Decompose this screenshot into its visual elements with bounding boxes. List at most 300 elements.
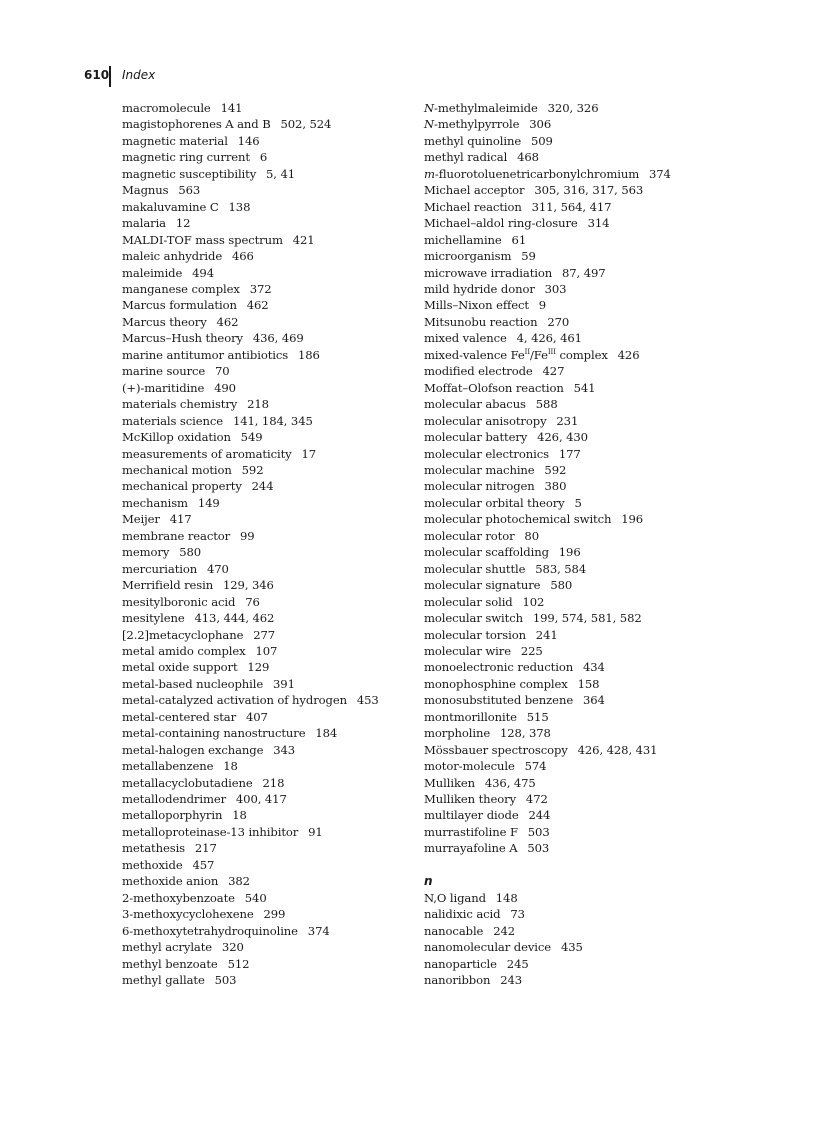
- entry-pages: 5: [574, 495, 582, 510]
- entry-pages: 199, 574, 581, 582: [532, 611, 642, 626]
- entry-term: Moffat–Olofson reaction: [424, 380, 564, 395]
- entry-pages: 102: [522, 594, 545, 609]
- index-entry: [424, 824, 671, 840]
- entry-pages: 436, 475: [484, 775, 536, 790]
- entry-term: -fluorotoluenetricarbonylchromium: [434, 166, 640, 181]
- index-entry: [424, 363, 671, 379]
- index-entry: [424, 232, 671, 248]
- index-entry: [424, 462, 671, 478]
- index-entry: [424, 100, 671, 116]
- entry-pages: 466: [231, 249, 254, 264]
- entry-pages: 453: [356, 693, 379, 708]
- entry-pages: 244: [528, 808, 551, 823]
- entry-pages: 391: [273, 676, 295, 691]
- index-entry: [122, 478, 379, 494]
- index-entry: [424, 939, 671, 955]
- entry-pages: 314: [587, 216, 610, 231]
- entry-pages: 12: [175, 216, 191, 231]
- entry-term: metal-based nucleophile: [122, 676, 264, 691]
- entry-term: 3-methoxycyclohexene: [122, 907, 254, 922]
- entry-term: metal-halogen exchange: [122, 742, 264, 757]
- entry-pages: 426, 430: [537, 430, 588, 445]
- entry-pages: 592: [544, 462, 567, 477]
- index-entry: [424, 528, 671, 544]
- entry-term: 6-methoxytetrahydroquinoline: [122, 923, 298, 938]
- index-entry: [424, 495, 671, 511]
- index-entry: [122, 429, 379, 445]
- entry-pages: 468: [517, 150, 539, 165]
- entry-term: Marcus theory: [122, 314, 207, 329]
- entry-pages: 490: [214, 380, 236, 395]
- index-entry: [122, 199, 379, 215]
- entry-pages: 382: [228, 874, 250, 889]
- entry-pages: 320: [221, 940, 244, 955]
- index-entry: [424, 314, 671, 330]
- index-entry: [122, 182, 379, 198]
- entry-term: nalidixic acid: [424, 907, 501, 922]
- entry-term: Mössbauer spectroscopy: [424, 742, 568, 757]
- entry-term-part: complex: [555, 347, 608, 362]
- index-entry: [424, 956, 671, 972]
- entry-term: Mulliken theory: [424, 792, 517, 807]
- index-entry: [122, 413, 379, 429]
- entry-term: michellamine: [424, 232, 502, 247]
- entry-pages: 149: [197, 495, 220, 510]
- entry-pages: 177: [558, 446, 581, 461]
- entry-pages: 196: [558, 545, 581, 560]
- entry-pages: 217: [194, 841, 217, 856]
- entry-pages: 472: [525, 792, 548, 807]
- entry-term: multilayer diode: [424, 808, 519, 823]
- index-entry: [122, 446, 379, 462]
- index-entry: [122, 610, 379, 626]
- entry-term: molecular nitrogen: [424, 479, 535, 494]
- index-entry: [122, 232, 379, 248]
- index-entry: [424, 890, 671, 906]
- entry-pages: 242: [493, 923, 516, 938]
- index-entry: [122, 363, 379, 379]
- index-entry: [424, 758, 671, 774]
- index-entry: [424, 116, 671, 132]
- entry-term: molecular scaffolding: [424, 545, 549, 560]
- entry-term: mercuriation: [122, 561, 198, 576]
- entry-pages: 427: [542, 364, 565, 379]
- entry-term: methyl gallate: [122, 973, 205, 988]
- entry-term: Mulliken: [424, 775, 476, 790]
- entry-term: molecular signature: [424, 578, 541, 593]
- index-entry: [424, 330, 671, 346]
- index-entry: [424, 807, 671, 823]
- oxidation-state-superscript: II: [524, 347, 530, 356]
- index-entry: [122, 956, 379, 972]
- entry-prefix: N: [424, 117, 435, 132]
- entry-term: metal-catalyzed activation of hydrogen: [122, 693, 347, 708]
- entry-term: molecular photochemical switch: [424, 512, 612, 527]
- entry-term: Michael acceptor: [424, 183, 525, 198]
- index-entry: [424, 840, 671, 856]
- entry-term: metal-containing nanostructure: [122, 726, 306, 741]
- entry-term: molecular switch: [424, 611, 523, 626]
- entry-pages: 421: [292, 232, 315, 247]
- entry-pages: 243: [500, 972, 523, 987]
- entry-term: macromolecule: [122, 101, 211, 115]
- entry-term: metallacyclobutadiene: [122, 775, 253, 790]
- entry-pages: 129, 346: [223, 578, 274, 593]
- index-entry: [122, 100, 379, 116]
- entry-term: magistophorenes A and B: [122, 117, 271, 132]
- oxidation-state-superscript: III: [547, 347, 556, 356]
- entry-term: methyl benzoate: [122, 956, 218, 971]
- entry-term: mechanism: [122, 495, 188, 510]
- index-entry: [424, 692, 671, 708]
- entry-term: molecular wire: [424, 643, 511, 658]
- index-entry: [122, 890, 379, 906]
- entry-pages: 59: [521, 249, 536, 264]
- entry-pages: 380: [544, 479, 567, 494]
- section-heading-letter: n: [424, 874, 433, 889]
- index-entry: [424, 380, 671, 396]
- entry-pages: 588: [535, 397, 558, 412]
- entry-pages: 306: [529, 117, 552, 132]
- entry-pages: 574: [524, 759, 547, 774]
- index-entry: [424, 281, 671, 297]
- entry-pages: 436, 469: [252, 331, 304, 346]
- entry-pages: 76: [245, 594, 260, 609]
- index-entry: [122, 594, 379, 610]
- entry-term: methoxide anion: [122, 874, 219, 889]
- entry-term: Michael–aldol ring-closure: [424, 216, 578, 231]
- entry-term: Marcus–Hush theory: [122, 331, 243, 346]
- index-entry: [122, 265, 379, 281]
- entry-term: metal amido complex: [122, 643, 246, 658]
- entry-term: Michael reaction: [424, 199, 522, 214]
- entry-term: metallabenzene: [122, 759, 214, 774]
- index-entry: [424, 429, 671, 445]
- entry-pages: 372: [249, 281, 272, 296]
- entry-term: McKillop oxidation: [122, 430, 231, 445]
- entry-pages: 91: [308, 824, 323, 839]
- entry-pages: 541: [573, 380, 596, 395]
- index-entry: [424, 199, 671, 215]
- index-entry: [122, 380, 379, 396]
- index-entry: [122, 972, 379, 988]
- entry-term: molecular shuttle: [424, 561, 526, 576]
- entry-pages: 407: [245, 709, 268, 724]
- entry-pages: 580: [179, 545, 202, 560]
- entry-term: murrastifoline F: [424, 824, 518, 839]
- entry-pages: 494: [192, 265, 214, 280]
- entry-pages: 515: [526, 709, 549, 724]
- entry-pages: 512: [227, 956, 250, 971]
- entry-term: morpholine: [424, 726, 491, 741]
- index-entry: [122, 742, 379, 758]
- index-entry: [122, 873, 379, 889]
- index-entry: [424, 166, 671, 182]
- index-entry: [424, 413, 671, 429]
- entry-term: malaria: [122, 216, 166, 231]
- entry-term: montmorillonite: [424, 709, 517, 724]
- index-entry: [122, 775, 379, 791]
- entry-term: marine source: [122, 364, 206, 379]
- entry-pages: 18: [232, 808, 247, 823]
- index-entry: [122, 347, 379, 363]
- page-number: 610: [84, 68, 110, 82]
- entry-term: metathesis: [122, 841, 186, 856]
- index-entry: [122, 561, 379, 577]
- entry-pages: 305, 316, 317, 563: [534, 183, 644, 198]
- entry-pages: 244: [251, 479, 274, 494]
- entry-pages: 583, 584: [535, 561, 587, 576]
- entry-pages: 503: [527, 841, 550, 856]
- entry-pages: 107: [255, 643, 278, 658]
- entry-pages: 470: [207, 561, 229, 576]
- entry-pages: 509: [530, 133, 553, 148]
- entry-term: metal oxide support: [122, 660, 238, 675]
- index-entry: [424, 215, 671, 231]
- index-entry: [424, 742, 671, 758]
- entry-term: modified electrode: [424, 364, 533, 379]
- index-entry: [122, 281, 379, 297]
- entry-pages: 99: [240, 528, 255, 543]
- entry-pages: 141: [220, 101, 243, 115]
- entry-term: murrayafoline A: [424, 841, 518, 856]
- entry-term: methyl quinoline: [424, 133, 522, 148]
- entry-term: -methylpyrrole: [434, 117, 520, 132]
- entry-term: materials science: [122, 413, 224, 428]
- index-entry: [424, 627, 671, 643]
- entry-pages: 413, 444, 462: [194, 611, 275, 626]
- entry-pages: 434: [582, 660, 605, 675]
- entry-term: N,O ligand: [424, 890, 486, 905]
- entry-term: memory: [122, 545, 170, 560]
- index-entry: [122, 906, 379, 922]
- index-entry: [122, 824, 379, 840]
- entry-pages: 158: [577, 676, 600, 691]
- index-entry: [122, 627, 379, 643]
- entry-term: molecular torsion: [424, 627, 526, 642]
- entry-term: molecular electronics: [424, 446, 549, 461]
- index-entry: [122, 149, 379, 165]
- index-entry: [424, 659, 671, 675]
- entry-pages: 540: [244, 890, 267, 905]
- entry-pages: 138: [228, 199, 251, 214]
- entry-term: monophosphine complex: [424, 676, 568, 691]
- index-entry: [424, 396, 671, 412]
- running-title: Index: [122, 68, 156, 82]
- entry-term: Merrifield resin: [122, 578, 214, 593]
- entry-pages: 426, 428, 431: [577, 742, 658, 757]
- entry-pages: 87, 497: [561, 265, 606, 280]
- entry-pages: 4, 426, 461: [516, 331, 582, 346]
- entry-term: magnetic susceptibility: [122, 166, 257, 181]
- entry-term: Meijer: [122, 512, 160, 527]
- index-entry: [424, 972, 671, 988]
- index-entry: [122, 544, 379, 560]
- entry-pages: 73: [510, 907, 525, 922]
- entry-pages: 196: [621, 512, 644, 527]
- index-entry: [122, 462, 379, 478]
- index-entry: [424, 544, 671, 560]
- index-entry: [424, 133, 671, 149]
- entry-term: Magnus: [122, 183, 169, 198]
- entry-pages: 218: [262, 775, 285, 790]
- index-entry: [122, 758, 379, 774]
- entry-term: Mitsunobu reaction: [424, 314, 538, 329]
- entry-pages: 18: [223, 759, 238, 774]
- entry-term: Mills–Nixon effect: [424, 298, 529, 313]
- entry-term: nanoparticle: [424, 956, 497, 971]
- entry-term: monosubstituted benzene: [424, 693, 574, 708]
- entry-term: 2-methoxybenzoate: [122, 890, 235, 905]
- entry-pages: 343: [273, 742, 296, 757]
- entry-term: microorganism: [424, 249, 512, 264]
- entry-pages: 5, 41: [266, 166, 296, 181]
- entry-pages: 231: [556, 413, 579, 428]
- index-entry: [424, 478, 671, 494]
- entry-pages: 270: [547, 314, 570, 329]
- entry-term: MALDI-TOF mass spectrum: [122, 232, 283, 247]
- entry-term: molecular machine: [424, 462, 535, 477]
- entry-pages: 241: [535, 627, 558, 642]
- entry-pages: 503: [527, 824, 550, 839]
- entry-term: metalloproteinase-13 inhibitor: [122, 824, 299, 839]
- index-entry: [424, 594, 671, 610]
- index-entry: [424, 297, 671, 313]
- entry-pages: 186: [297, 347, 320, 362]
- index-entry: [122, 133, 379, 149]
- index-entry: [122, 791, 379, 807]
- index-entry: [122, 396, 379, 412]
- entry-term: microwave irradiation: [424, 265, 553, 280]
- entry-term: molecular battery: [424, 430, 528, 445]
- entry-term-part: mixed-valence Fe: [424, 347, 525, 362]
- index-entry: [122, 116, 379, 132]
- entry-term: mechanical motion: [122, 462, 232, 477]
- index-entry: [122, 330, 379, 346]
- entry-term: methyl radical: [424, 150, 508, 165]
- entry-pages: 462: [246, 298, 269, 313]
- index-entry: [424, 511, 671, 527]
- entry-term: molecular abacus: [424, 397, 526, 412]
- index-entry: [122, 676, 379, 692]
- index-entry: [122, 692, 379, 708]
- entry-term: metal-centered star: [122, 709, 237, 724]
- entry-term: materials chemistry: [122, 397, 238, 412]
- index-entry: [424, 775, 671, 791]
- entry-pages: 6: [259, 150, 268, 165]
- index-entry: [424, 610, 671, 626]
- entry-pages: 218: [247, 397, 269, 412]
- entry-term: nanoribbon: [424, 972, 491, 987]
- entry-pages: 146: [237, 133, 260, 148]
- index-entry: [424, 265, 671, 281]
- entry-term: molecular anisotropy: [424, 413, 547, 428]
- index-entry: [122, 725, 379, 741]
- entry-pages: 80: [524, 528, 539, 543]
- index-entry: [122, 923, 379, 939]
- index-entry: [424, 347, 671, 363]
- entry-term: mixed valence: [424, 331, 507, 346]
- index-entry: [122, 248, 379, 264]
- index-entry: [122, 511, 379, 527]
- index-entry: [424, 561, 671, 577]
- entry-term: mild hydride donor: [424, 281, 535, 296]
- entry-pages: 311, 564, 417: [531, 199, 612, 214]
- entry-pages: 400, 417: [235, 792, 287, 807]
- index-entry: [424, 149, 671, 165]
- entry-pages: 426: [617, 347, 640, 362]
- entry-pages: 592: [241, 462, 264, 477]
- index-entry: [122, 840, 379, 856]
- entry-term: methoxide: [122, 857, 183, 872]
- entry-term: mechanical property: [122, 479, 242, 494]
- entry-term: Marcus formulation: [122, 298, 237, 313]
- index-entry: [424, 248, 671, 264]
- entry-pages: 457: [192, 857, 215, 872]
- index-entry: [424, 923, 671, 939]
- index-entry: [122, 857, 379, 873]
- entry-pages: 70: [215, 364, 230, 379]
- index-entry: [122, 166, 379, 182]
- index-entry: [122, 807, 379, 823]
- entry-term: (+)-maritidine: [122, 380, 205, 395]
- entry-term: [2.2]metacyclophane: [122, 627, 244, 642]
- entry-pages: 9: [538, 298, 547, 313]
- entry-term: molecular orbital theory: [424, 495, 565, 510]
- entry-term: maleic anhydride: [122, 249, 223, 264]
- index-entry: [424, 906, 671, 922]
- index-entry: [122, 528, 379, 544]
- entry-pages: 245: [506, 956, 529, 971]
- entry-term: manganese complex: [122, 281, 240, 296]
- entry-term: motor-molecule: [424, 759, 515, 774]
- entry-pages: 277: [253, 627, 276, 642]
- entry-pages: 141, 184, 345: [232, 413, 313, 428]
- index-entry: [122, 659, 379, 675]
- entry-term: marine antitumor antibiotics: [122, 347, 289, 362]
- entry-pages: 299: [263, 907, 286, 922]
- entry-pages: 563: [178, 183, 201, 198]
- entry-pages: 184: [315, 726, 338, 741]
- index-entry: [424, 577, 671, 593]
- entry-term: metallodendrimer: [122, 792, 227, 807]
- entry-pages: 364: [582, 693, 605, 708]
- entry-term: maleimide: [122, 265, 183, 280]
- entry-pages: 129: [247, 660, 270, 675]
- entry-prefix: N: [424, 101, 435, 115]
- entry-pages: 417: [169, 512, 192, 527]
- index-entry: [122, 495, 379, 511]
- entry-pages: 435: [560, 940, 583, 955]
- left-index-column: [122, 100, 379, 988]
- entry-term: monoelectronic reduction: [424, 660, 574, 675]
- entry-term: nanocable: [424, 923, 484, 938]
- index-entry: [122, 297, 379, 313]
- index-entry: [424, 709, 671, 725]
- entry-pages: 17: [301, 446, 316, 461]
- index-entry: [424, 446, 671, 462]
- index-entry: [424, 725, 671, 741]
- entry-term: molecular solid: [424, 594, 513, 609]
- index-entry: [122, 215, 379, 231]
- index-entry: [424, 643, 671, 659]
- entry-pages: 580: [550, 578, 573, 593]
- entry-term: membrane reactor: [122, 528, 231, 543]
- entry-pages: 502, 524: [280, 117, 332, 132]
- index-entry: [424, 676, 671, 692]
- index-entry: [424, 791, 671, 807]
- entry-term: methyl acrylate: [122, 940, 213, 955]
